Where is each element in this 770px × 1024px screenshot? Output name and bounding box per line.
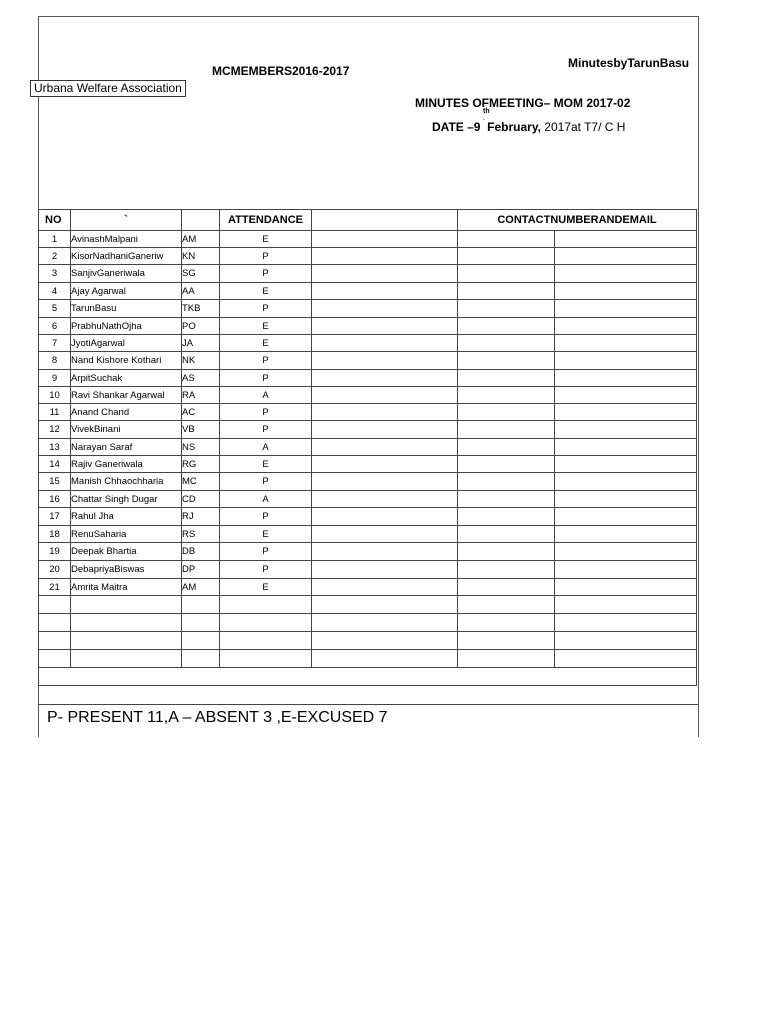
row-number: 9 [39, 370, 71, 387]
table-row [39, 231, 697, 248]
contact-email-cell [555, 421, 697, 439]
member-initials: DP [182, 561, 220, 579]
contact-email-cell [555, 283, 697, 300]
table-row [39, 248, 697, 265]
association-name: Urbana Welfare Association [30, 80, 186, 97]
attendance-status: A [220, 439, 312, 456]
table-row [39, 300, 697, 318]
member-name: Ravi Shankar Agarwal [71, 387, 182, 404]
table-row [39, 404, 697, 421]
contact-email-cell [555, 300, 697, 318]
member-name: Narayan Saraf [71, 439, 182, 456]
empty-cell [458, 596, 555, 614]
row-number: 8 [39, 352, 71, 370]
minutes-title: MINUTES OFMEETING– MOM 2017-02 [415, 96, 631, 110]
table-row [39, 318, 697, 335]
meeting-date [432, 120, 625, 134]
contact-number-cell [458, 491, 555, 508]
contact-number-cell [458, 561, 555, 579]
table-row [39, 421, 697, 439]
table-row [39, 265, 697, 283]
attendance-status: E [220, 456, 312, 473]
member-name: DebapriyaBiswas [71, 561, 182, 579]
header-attendance: ATTENDANCE [220, 210, 312, 231]
member-name: ArpitSuchak [71, 370, 182, 387]
empty-cell [182, 596, 220, 614]
blank-cell [312, 300, 458, 318]
contact-email-cell [555, 473, 697, 491]
header-no: NO [39, 210, 71, 231]
attendance-status: P [220, 508, 312, 526]
blank-cell [312, 491, 458, 508]
table-row [39, 491, 697, 508]
contact-number-cell [458, 439, 555, 456]
attendance-status: P [220, 561, 312, 579]
member-name: TarunBasu [71, 300, 182, 318]
attendance-status: E [220, 526, 312, 543]
date-tick: ` [482, 118, 486, 127]
attendance-status: P [220, 300, 312, 318]
row-number: 11 [39, 404, 71, 421]
empty-row [39, 596, 697, 614]
member-initials: CD [182, 491, 220, 508]
blank-cell [312, 579, 458, 596]
row-number: 18 [39, 526, 71, 543]
blank-cell [312, 283, 458, 300]
member-name: PrabhuNathOjha [71, 318, 182, 335]
row-number: 10 [39, 387, 71, 404]
blank-cell [312, 473, 458, 491]
header-contact: CONTACTNUMBERANDEMAIL [458, 210, 697, 231]
empty-cell [182, 632, 220, 650]
empty-cell [39, 650, 71, 668]
member-initials: RS [182, 526, 220, 543]
member-name: VivekBinani [71, 421, 182, 439]
row-number: 20 [39, 561, 71, 579]
member-initials: MC [182, 473, 220, 491]
table-row [39, 370, 697, 387]
attendance-status: A [220, 387, 312, 404]
attendance-status: P [220, 543, 312, 561]
attendance-summary: P- PRESENT 11,A – ABSENT 3 ,E-EXCUSED 7 [47, 709, 388, 726]
member-initials: RG [182, 456, 220, 473]
table-row [39, 526, 697, 543]
contact-email-cell [555, 265, 697, 283]
blank-cell [312, 318, 458, 335]
empty-cell [555, 632, 697, 650]
member-name: Nand Kishore Kothari [71, 352, 182, 370]
member-initials: TKB [182, 300, 220, 318]
attendance-table [38, 209, 697, 686]
member-name: Deepak Bhartia [71, 543, 182, 561]
contact-email-cell [555, 491, 697, 508]
date-prefix: DATE –9 [432, 120, 481, 134]
attendance-status: P [220, 473, 312, 491]
attendance-status: E [220, 335, 312, 352]
date-superscript: th [483, 108, 490, 115]
contact-number-cell [458, 265, 555, 283]
empty-cell [39, 596, 71, 614]
table-row [39, 456, 697, 473]
contact-email-cell [555, 526, 697, 543]
member-name: RenuSaharia [71, 526, 182, 543]
row-number: 6 [39, 318, 71, 335]
empty-cell [220, 632, 312, 650]
empty-cell [555, 596, 697, 614]
contact-email-cell [555, 561, 697, 579]
row-number: 16 [39, 491, 71, 508]
contact-email-cell [555, 508, 697, 526]
empty-cell [182, 614, 220, 632]
empty-cell [312, 614, 458, 632]
row-number: 1 [39, 231, 71, 248]
attendance-status: E [220, 283, 312, 300]
empty-cell [220, 650, 312, 668]
table-row [39, 561, 697, 579]
member-initials: AC [182, 404, 220, 421]
contact-email-cell [555, 318, 697, 335]
contact-email-cell [555, 404, 697, 421]
empty-row [39, 632, 697, 650]
minutes-author: MinutesbyTarunBasu [568, 56, 690, 70]
empty-row [39, 614, 697, 632]
blank-cell [312, 265, 458, 283]
date-rest: 2017at T7/ C H [540, 120, 626, 134]
row-number: 3 [39, 265, 71, 283]
empty-cell [555, 614, 697, 632]
contact-number-cell [458, 543, 555, 561]
empty-cell [312, 596, 458, 614]
contact-number-cell [458, 526, 555, 543]
member-name: Ajay Agarwal [71, 283, 182, 300]
empty-cell [458, 632, 555, 650]
row-number: 19 [39, 543, 71, 561]
attendance-rows [39, 231, 697, 686]
blank-cell [312, 404, 458, 421]
table-row [39, 439, 697, 456]
member-initials: SG [182, 265, 220, 283]
member-initials: RA [182, 387, 220, 404]
table-row [39, 352, 697, 370]
empty-cell [555, 650, 697, 668]
attendance-status: E [220, 579, 312, 596]
contact-email-cell [555, 387, 697, 404]
summary-row [38, 704, 699, 735]
row-number: 7 [39, 335, 71, 352]
attendance-status: E [220, 231, 312, 248]
blank-strip-cell [39, 668, 697, 686]
header-initials [182, 210, 220, 231]
empty-cell [458, 614, 555, 632]
contact-email-cell [555, 439, 697, 456]
empty-cell [71, 632, 182, 650]
member-name: Rahul Jha [71, 508, 182, 526]
empty-row [39, 650, 697, 668]
table-row [39, 387, 697, 404]
empty-cell [71, 650, 182, 668]
empty-cell [71, 614, 182, 632]
table-row [39, 508, 697, 526]
blank-cell [312, 561, 458, 579]
row-number: 15 [39, 473, 71, 491]
table-row [39, 473, 697, 491]
row-number: 17 [39, 508, 71, 526]
row-number: 12 [39, 421, 71, 439]
table-header-row [39, 210, 697, 231]
blank-cell [312, 508, 458, 526]
attendance-status: P [220, 404, 312, 421]
blank-cell [312, 352, 458, 370]
contact-number-cell [458, 456, 555, 473]
blank-cell [312, 248, 458, 265]
member-name: Anand Chand [71, 404, 182, 421]
member-name: AvinashMalpani [71, 231, 182, 248]
contact-number-cell [458, 300, 555, 318]
contact-number-cell [458, 370, 555, 387]
empty-cell [312, 632, 458, 650]
row-number: 21 [39, 579, 71, 596]
contact-number-cell [458, 283, 555, 300]
contact-email-cell [555, 579, 697, 596]
contact-number-cell [458, 248, 555, 265]
empty-cell [458, 650, 555, 668]
contact-email-cell [555, 543, 697, 561]
member-initials: AS [182, 370, 220, 387]
contact-email-cell [555, 456, 697, 473]
member-name: JyotiAgarwal [71, 335, 182, 352]
member-initials: AM [182, 231, 220, 248]
blank-strip-row [39, 668, 697, 686]
row-number: 5 [39, 300, 71, 318]
row-number: 2 [39, 248, 71, 265]
member-initials: NS [182, 439, 220, 456]
contact-email-cell [555, 248, 697, 265]
contact-number-cell [458, 352, 555, 370]
blank-cell [312, 231, 458, 248]
member-name: KisorNadhaniGaneriw [71, 248, 182, 265]
member-name: Amrita Maitra [71, 579, 182, 596]
contact-number-cell [458, 508, 555, 526]
row-number: 13 [39, 439, 71, 456]
empty-cell [220, 614, 312, 632]
contact-number-cell [458, 387, 555, 404]
member-initials: NK [182, 352, 220, 370]
empty-cell [39, 614, 71, 632]
contact-email-cell [555, 352, 697, 370]
row-number: 4 [39, 283, 71, 300]
attendance-status: P [220, 265, 312, 283]
attendance-status: E [220, 318, 312, 335]
member-name: Rajiv Ganeriwala [71, 456, 182, 473]
member-name: Manish Chhaochharia [71, 473, 182, 491]
attendance-status: A [220, 491, 312, 508]
blank-cell [312, 421, 458, 439]
contact-email-cell [555, 370, 697, 387]
contact-number-cell [458, 404, 555, 421]
table-row [39, 579, 697, 596]
table-row [39, 335, 697, 352]
contact-number-cell [458, 335, 555, 352]
empty-cell [182, 650, 220, 668]
member-initials: KN [182, 248, 220, 265]
contact-number-cell [458, 421, 555, 439]
member-initials: AA [182, 283, 220, 300]
attendance-status: P [220, 248, 312, 265]
contact-number-cell [458, 473, 555, 491]
contact-number-cell [458, 318, 555, 335]
member-initials: AM [182, 579, 220, 596]
contact-number-cell [458, 231, 555, 248]
member-initials: VB [182, 421, 220, 439]
blank-cell [312, 439, 458, 456]
member-name: Chattar Singh Dugar [71, 491, 182, 508]
empty-cell [312, 650, 458, 668]
attendance-status: P [220, 370, 312, 387]
member-initials: RJ [182, 508, 220, 526]
blank-cell [312, 335, 458, 352]
blank-cell [312, 543, 458, 561]
attendance-status: P [220, 421, 312, 439]
attendance-status: P [220, 352, 312, 370]
header-blank [312, 210, 458, 231]
table-row [39, 283, 697, 300]
empty-cell [71, 596, 182, 614]
empty-cell [39, 632, 71, 650]
blank-cell [312, 370, 458, 387]
members-title: MCMEMBERS2016-2017 [212, 64, 350, 78]
empty-cell [220, 596, 312, 614]
header-name: ` [71, 210, 182, 231]
row-number: 14 [39, 456, 71, 473]
member-initials: PO [182, 318, 220, 335]
member-initials: JA [182, 335, 220, 352]
member-initials: DB [182, 543, 220, 561]
contact-email-cell [555, 335, 697, 352]
date-month: February, [487, 120, 541, 134]
blank-cell [312, 526, 458, 543]
blank-cell [312, 387, 458, 404]
blank-cell [312, 456, 458, 473]
table-row [39, 543, 697, 561]
member-name: SanjivGaneriwala [71, 265, 182, 283]
contact-number-cell [458, 579, 555, 596]
contact-email-cell [555, 231, 697, 248]
